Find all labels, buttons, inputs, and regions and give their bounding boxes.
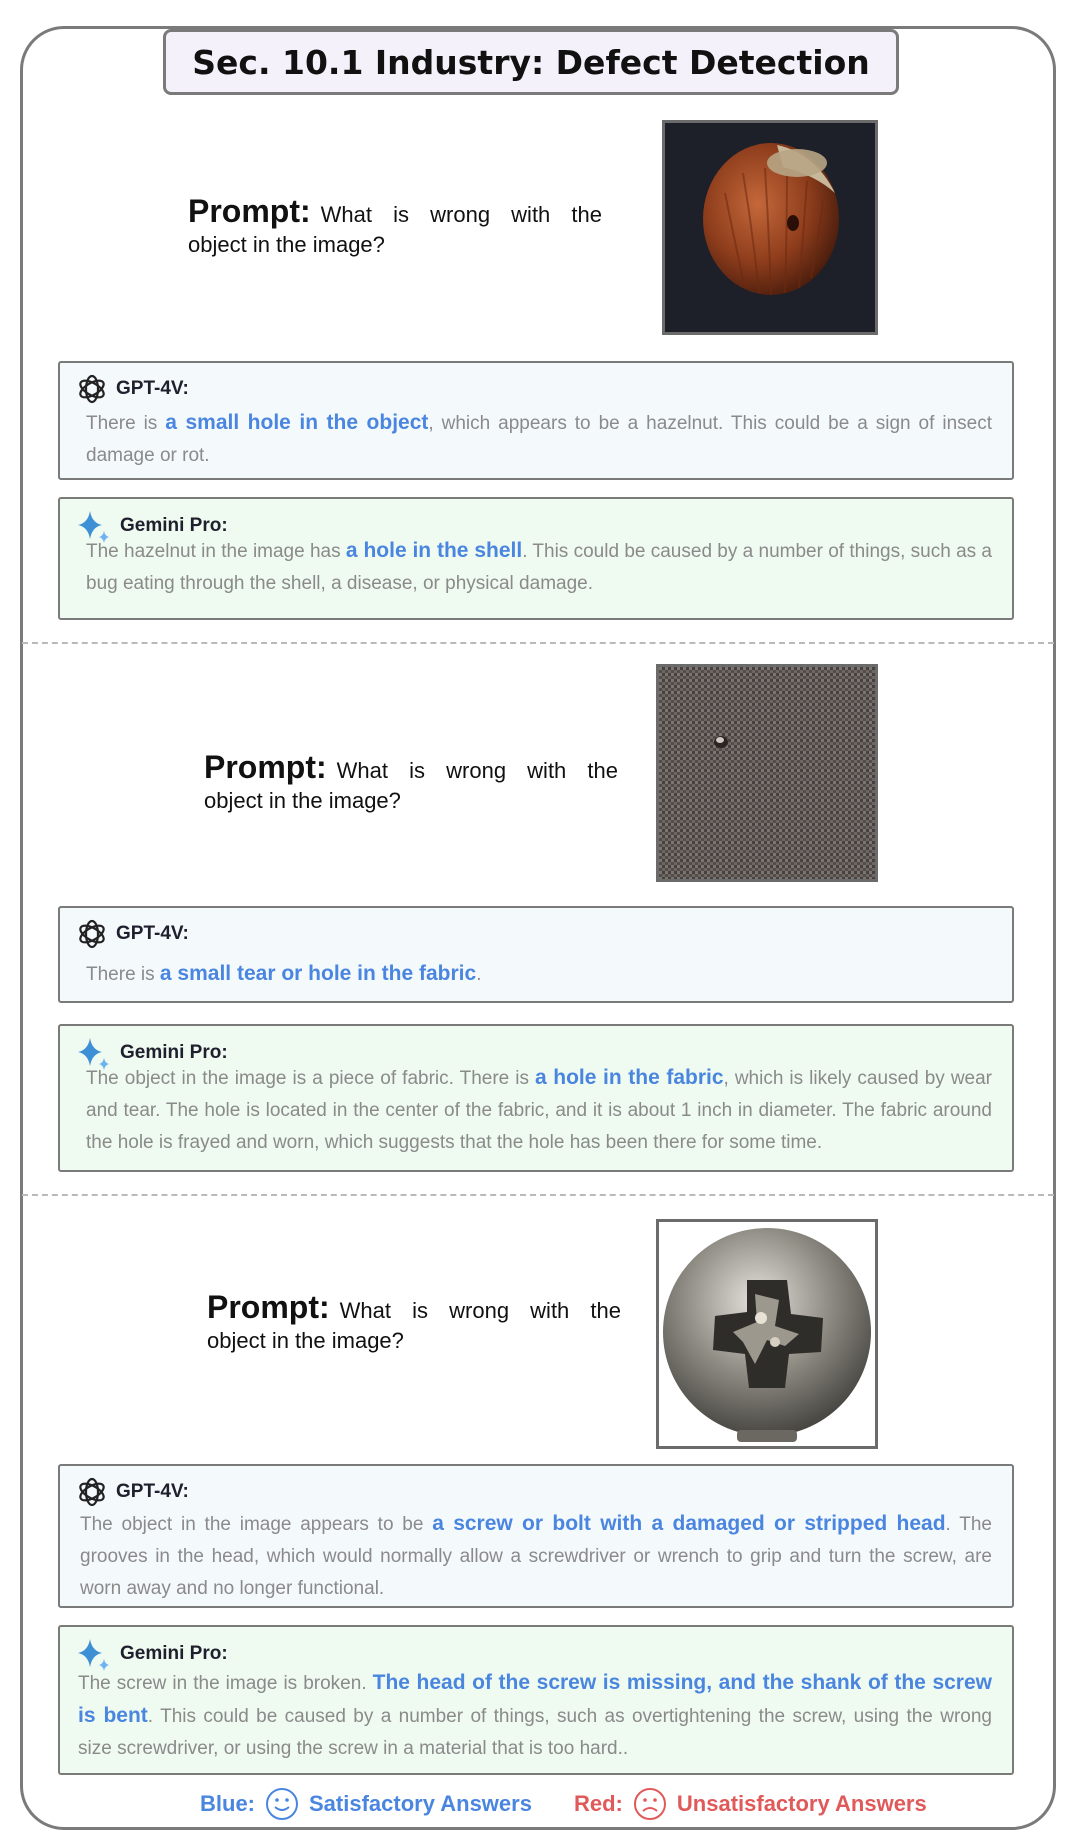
answer-text [86, 1062, 992, 1159]
prompt-text: What is wrong with the object in the image? [204, 758, 618, 813]
answer-pre: The object in the image is a piece of fabric. There is [86, 1068, 535, 1089]
answer-text [86, 535, 992, 600]
answer-text [86, 958, 992, 991]
legend-unsatisfactory [574, 1787, 927, 1821]
answer-highlight: The head of the screw is missing, and the shank of the screw is bent [78, 1671, 992, 1727]
answer-highlight: a hole in the shell [345, 539, 523, 562]
openai-logo-icon [76, 373, 108, 405]
title-box [163, 29, 899, 95]
answer-text [86, 407, 992, 472]
prompt-label: Prompt: [204, 749, 327, 785]
openai-logo-icon [76, 918, 108, 950]
smile-face-icon [265, 1787, 299, 1821]
answer-post: . This could be caused by a number of things, such as overtightening the screw, using the wrong size screwdriver, or using the screw in a material that is too hard.. [78, 1706, 992, 1759]
model-name: GPT-4V: [116, 923, 189, 944]
model-name: Gemini Pro: [120, 1042, 228, 1063]
answer-pre: The hazelnut in the image has [86, 541, 346, 562]
model-name: Gemini Pro: [120, 515, 228, 536]
answer-highlight: a small tear or hole in the fabric [159, 962, 477, 985]
answer-header [76, 918, 189, 950]
prompt-label: Prompt: [188, 193, 311, 229]
gemini-answer-2 [58, 1024, 1014, 1172]
answer-header [76, 373, 189, 405]
answer-post: . The grooves in the head, which would normally allow a screwdriver or wrench to grip and turn the screw, are worn away and no longer functional. [80, 1514, 992, 1599]
answer-text [80, 1508, 992, 1605]
answer-pre: There is [86, 413, 166, 434]
answer-header [76, 1476, 189, 1508]
gpt-answer-3 [58, 1464, 1014, 1608]
prompt-1 [188, 193, 602, 260]
gemini-answer-3 [58, 1625, 1014, 1775]
legend-blue-label: Blue: [200, 1791, 255, 1816]
answer-pre: The screw in the image is broken. [78, 1673, 373, 1694]
gpt-answer-1 [58, 361, 1014, 480]
prompt-text: What is wrong with the object in the image? [188, 202, 602, 257]
answer-pre: There is [86, 964, 160, 985]
sad-face-icon [633, 1787, 667, 1821]
answer-highlight: a screw or bolt with a damaged or stripped head [432, 1512, 946, 1535]
model-name: Gemini Pro: [120, 1643, 228, 1664]
screw-photo [656, 1219, 878, 1449]
answer-post: . This could be caused by a number of things, such as a bug eating through the shell, a disease, or physical damage. [86, 541, 992, 594]
gemini-answer-1 [58, 497, 1014, 620]
section-divider [22, 1194, 1054, 1196]
answer-header [76, 1637, 228, 1671]
answer-text [78, 1667, 992, 1765]
answer-highlight: a hole in the fabric [535, 1066, 724, 1089]
prompt-3 [207, 1289, 621, 1356]
section-divider [22, 642, 1054, 644]
gpt-answer-2 [58, 906, 1014, 1003]
prompt-2 [204, 749, 618, 816]
answer-post: . [476, 964, 482, 985]
answer-pre: The object in the image appears to be [80, 1514, 433, 1535]
legend-satisfactory [200, 1787, 532, 1821]
answer-post: , which appears to be a hazelnut. This could be a sign of insect damage or rot. [86, 413, 992, 466]
answer-highlight: a small hole in the object [165, 411, 429, 434]
hazelnut-photo [662, 120, 878, 335]
fabric-photo [656, 664, 878, 882]
openai-logo-icon [76, 1476, 108, 1508]
model-name: GPT-4V: [116, 1481, 189, 1502]
prompt-text: What is wrong with the object in the image? [207, 1298, 621, 1353]
legend-red-text: Unsatisfactory Answers [676, 1791, 927, 1816]
answer-post: , which is likely caused by wear and tear. The hole is located in the center of the fabric, and it is about 1 inch in diameter. The fabric around the hole is frayed and worn, which suggests that the hole has been there for some time. [86, 1068, 993, 1153]
legend-red-label: Red: [574, 1791, 623, 1816]
legend-blue-text: Satisfactory Answers [309, 1791, 532, 1816]
model-name: GPT-4V: [116, 378, 189, 399]
gemini-sparkle-icon [76, 1637, 112, 1671]
prompt-label: Prompt: [207, 1289, 330, 1325]
figure-title: Sec. 10.1 Industry: Defect Detection [192, 42, 870, 82]
